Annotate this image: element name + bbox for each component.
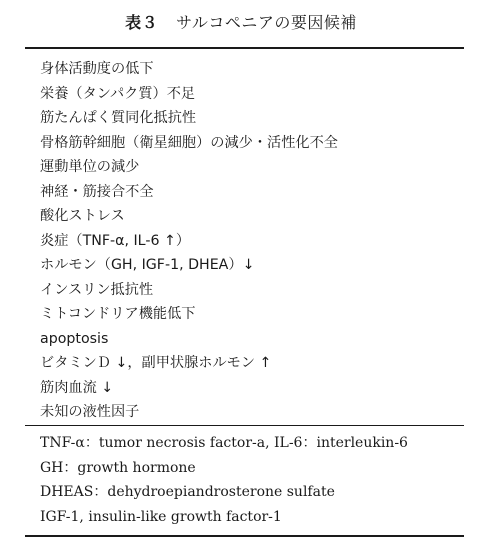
footnote-rule [25,425,464,426]
table-title [0,10,482,33]
table-caption: サルコペニアの要因候補 [176,13,357,32]
factor-item: 身体活動度の低下 [40,61,154,77]
factor-item: ホルモン（GH, IGF-1, DHEA）↓ [40,257,255,273]
abbreviation-notes [40,431,408,529]
factor-list [40,57,338,425]
abbreviation-note: IGF-1, insulin-like growth factor-1 [40,508,282,525]
abbreviation-note: GH：growth hormone [40,459,196,476]
factor-item: 未知の液性因子 [40,404,140,420]
abbreviation-note: TNF-α：tumor necrosis factor-a, IL-6：interleukin-6 [40,435,408,451]
factor-item: apoptosis [40,330,109,347]
factor-item: ビタミンＤ ↓，副甲状腺ホルモン ↑ [40,355,272,371]
factor-item: 筋肉血流 ↓ [40,379,114,396]
factor-item: 運動単位の減少 [40,159,140,175]
factor-item: 栄養（タンパク質）不足 [40,85,196,102]
table-label: 表３ [125,13,159,32]
factor-item: 神経・筋接合不全 [40,183,154,200]
bottom-rule [25,535,464,537]
factor-item: 酸化ストレス [40,208,125,224]
top-rule [25,47,464,49]
factor-item: ミトコンドリア機能低下 [40,306,196,322]
factor-item: インスリン抵抗性 [40,281,154,298]
factor-item: 骨格筋幹細胞（衛星細胞）の減少・活性化不全 [40,134,338,151]
factor-item: 筋たんぱく質同化抵抗性 [40,110,197,126]
factor-item: 炎症（TNF-α, IL-6 ↑） [40,232,191,249]
abbreviation-note: DHEAS：dehydroepiandrosterone sulfate [40,484,335,500]
